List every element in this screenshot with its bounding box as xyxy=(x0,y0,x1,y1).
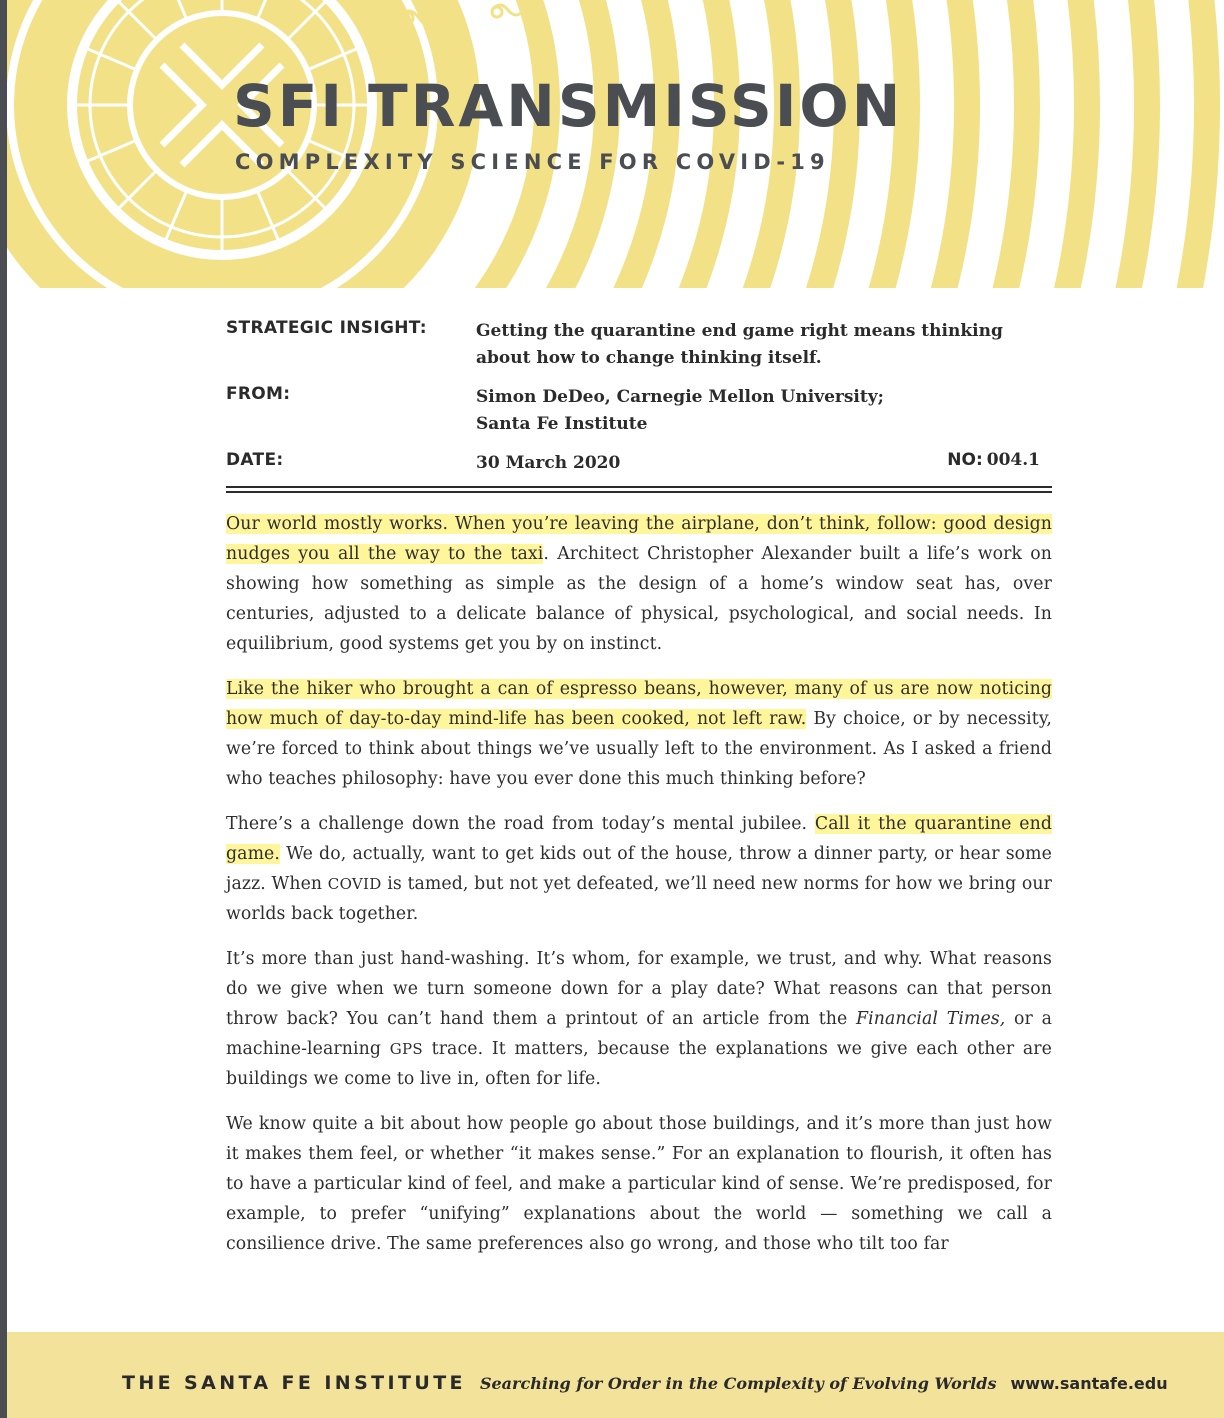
footer-website-link[interactable]: www.santafe.edu xyxy=(1010,1374,1168,1393)
left-edge-bar xyxy=(0,0,7,1418)
from-line-1: Simon DeDeo, Carnegie Mellon University; xyxy=(476,387,884,407)
from-row xyxy=(226,384,1052,450)
insight-row xyxy=(226,318,1052,384)
paragraph-4-c: trace. It matters, because the explanations we give each other are buildings we come to live in, often for life. xyxy=(226,1039,1052,1089)
paragraph-3-pre: There’s a challenge down the road from today’s mental jubilee. xyxy=(226,814,815,834)
from-label: FROM: xyxy=(226,384,291,404)
date-row xyxy=(226,450,1052,484)
highlight-1: Our world mostly works. When you’re leaving the airplane, don’t think, follow: good design nudges you all the way to the taxi xyxy=(226,514,1052,564)
paragraph-1 xyxy=(226,509,1052,659)
financial-times-title: Financial Times, xyxy=(856,1009,1006,1029)
concentric-rings-art xyxy=(7,0,1224,288)
footer-content xyxy=(122,1372,1168,1394)
covid-term: COVID xyxy=(327,875,382,893)
paragraph-3-post: is tamed, but not yet defeated, we’ll need new norms for how we bring our worlds back together. xyxy=(226,874,1052,924)
divider-bottom xyxy=(226,491,1052,493)
page-subtitle: COMPLEXITY SCIENCE FOR COVID-19 xyxy=(235,150,830,174)
issue-number-label: NO: xyxy=(947,450,983,470)
highlight-2: Like the hiker who brought a can of espresso beans, however, many of us are now noticing how much of day-to-day mind-life has been cooked, not left raw. xyxy=(226,679,1052,729)
highlight-3: Call it the quarantine end game. xyxy=(226,814,1052,864)
issue-number-value: 004.1 xyxy=(986,450,1040,470)
paragraph-2-text: By choice, or by necessity, we’re forced to think about things we’ve usually left to the environment. As I asked a friend who teaches philosophy: have you ever done this much thinking before? xyxy=(226,709,1052,789)
memo-header xyxy=(226,318,1052,484)
date-label: DATE: xyxy=(226,450,284,470)
paragraph-2 xyxy=(226,674,1052,794)
paragraph-4-a: It’s more than just hand-washing. It’s whom, for example, we trust, and why. What reasons do we give when we turn someone down for a play date? What reasons can that person throw back? You can’t hand them a printout of an article from the xyxy=(226,949,1052,1029)
from-line-2: Santa Fe Institute xyxy=(476,414,648,434)
from-value xyxy=(476,384,1036,438)
date-value: 30 March 2020 xyxy=(476,453,621,473)
header-banner xyxy=(7,0,1224,288)
footer-tagline: Searching for Order in the Complexity of Evolving Worlds xyxy=(479,1374,997,1393)
paragraph-3 xyxy=(226,809,1052,929)
paragraph-4-b: or a machine-learning xyxy=(226,1009,1052,1059)
paragraph-4 xyxy=(226,944,1052,1094)
footer-organization: THE SANTA FE INSTITUTE xyxy=(122,1372,466,1394)
insight-label: STRATEGIC INSIGHT: xyxy=(226,318,427,338)
issue-number xyxy=(947,450,1040,470)
page-title: SFI TRANSMISSION xyxy=(233,72,904,140)
divider-top xyxy=(226,486,1052,488)
article-body xyxy=(226,509,1052,1274)
insight-value: Getting the quarantine end game right means thinking about how to change thinking itself. xyxy=(476,321,1003,368)
gps-term: GPS xyxy=(389,1040,423,1058)
paragraph-3-mid: We do, actually, want to get kids out of the house, throw a dinner party, or hear some jazz. When xyxy=(226,844,1052,894)
paragraph-5: We know quite a bit about how people go about those buildings, and it’s more than just how it makes them feel, or whether “it makes sense.” For an explanation to flourish, it often has to have a particular kind of feel, and make a particular kind of sense. We’re predisposed, for example, to prefer “unifying” explanations about the world — something we call a consilience drive. The same preferences also go wrong, and those who tilt too far xyxy=(226,1114,1052,1254)
footer-bar xyxy=(7,1332,1224,1418)
paragraph-1-text: . Architect Christopher Alexander built a life’s work on showing how something as simple as the design of a home’s window seat has, over centuries, adjusted to a delicate balance of physical, psychological, and social needs. In equilibrium, good systems get you by on instinct. xyxy=(226,544,1053,654)
